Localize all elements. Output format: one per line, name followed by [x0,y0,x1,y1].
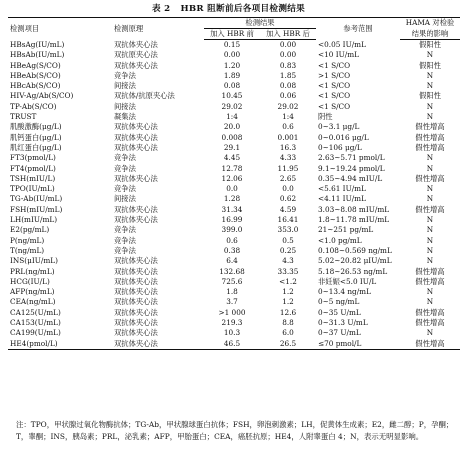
cell-range: 0~13.4 ng/mL [318,287,371,297]
header-item: 检测项目 [8,18,112,40]
cell-after: 26.5 [260,339,316,350]
cell-before: 1.20 [223,60,241,70]
table-body [8,40,460,350]
cell-after: 6.0 [282,328,294,338]
cell-range: 1.8~11.78 mIU/mL [318,215,390,225]
cell-range: <0.05 IU/mL [318,39,366,49]
header-results: 检测结果 [204,18,316,29]
cell-impact: 假阳性 [419,60,441,70]
table-number: 表 2 [151,4,171,14]
table-row [8,164,460,174]
table-footnote: 注：TPO，甲状腺过氧化物酶抗体；TG-Ab，甲状腺球蛋白抗体；FSH，卵泡刺激素；LH，促黄体生成素；E2，雌二醇；P，孕酮；T，睾酮；INS，胰岛素；PRL，泌乳素；AFP，甲胎蛋白；CEA，癌胚抗原；HE4，人附睾蛋白 4；N，表示无明显影响。 [16,420,454,441]
cell-before: 3.7 [226,297,238,307]
cell-item: HE4(pmol/L) [8,339,112,350]
cell-before: 1.28 [223,194,241,204]
cell-after: 16.41 [277,215,299,225]
cell-item: TSH(mIU/L) [10,173,56,183]
cell-item: FT4(pmol/L) [10,163,56,173]
cell-principle: 竞争法 [114,184,136,194]
cell-item: CA199(U/mL) [10,328,61,338]
table-title: HBR 阻断前后各项目检测结果 [180,4,306,14]
cell-after: 1.2 [282,297,294,307]
cell-range: 0~37 U/mL [318,328,361,338]
cell-principle: 双抗体夹心法 [114,266,158,276]
cell-item: 肌钙蛋白(μg/L) [10,132,62,142]
cell-range: 0~31.3 U/mL [318,318,368,328]
header-principle: 检测原理 [112,18,204,40]
cell-after: 0.62 [279,194,297,204]
table-row [8,318,460,328]
cell-range: <1 S/CO [318,91,351,101]
cell-principle: 竞争法 [114,225,136,235]
cell-item: HBsAg(IU/mL) [10,39,65,49]
cell-before: 0.0 [226,184,238,194]
cell-range: 5.18~26.53 ng/mL [318,266,388,276]
cell-before: 10.45 [221,91,243,101]
cell-impact: 假性增高 [415,266,445,276]
cell-impact: N [426,235,434,245]
cell-principle: 竞争法 [114,153,136,163]
cell-after: 0.6 [282,122,294,132]
table-caption [0,2,467,14]
cell-before: 46.5 [204,339,260,350]
cell-item: HBeAb(S/CO) [10,70,61,80]
cell-item: CA153(U/mL) [10,318,61,328]
cell-item: T(ng/mL) [10,245,45,255]
cell-before: >1 000 [218,307,246,317]
cell-principle: 间接法 [114,194,136,204]
cell-impact: N [426,81,434,91]
cell-item: HBeAg(S/CO) [10,60,61,70]
cell-after: 11.95 [277,163,299,173]
cell-before: 399.0 [221,225,243,235]
table-row [8,267,460,277]
table-row [8,61,460,71]
cell-after: 0.00 [279,40,297,49]
cell-impact: N [426,184,434,194]
cell-before: 0.08 [223,81,241,91]
cell-after: 4.3 [282,256,294,266]
cell-after: 29.02 [277,101,299,111]
cell-range: 非妊娠<5.0 IU/L [318,276,377,286]
cell-after: 0.06 [279,91,297,101]
cell-impact: 假性增高 [415,132,445,142]
cell-impact: N [426,153,434,163]
table-row [8,184,460,194]
cell-before: 6.4 [226,256,238,266]
cell-impact: N [426,297,434,307]
cell-impact: 假性增高 [415,142,445,152]
cell-principle: 双抗原夹心法 [114,50,158,60]
cell-before: 16.99 [221,215,243,225]
cell-principle: 双抗体夹心法 [114,122,158,132]
cell-item: AFP(ng/mL) [10,287,55,297]
cell-before: 219.3 [221,318,243,328]
table-row [8,297,460,307]
cell-after: 0.83 [279,60,297,70]
cell-range: <5.61 IU/mL [318,184,366,194]
cell-range: <10 IU/mL [318,50,359,60]
cell-principle: 双抗体夹心法 [114,60,158,70]
cell-item: HIV-Ag/Ab(S/CO) [10,91,74,101]
cell-item: CA125(U/mL) [10,307,61,317]
table-row [8,91,460,101]
cell-range: 0~106 μg/L [318,142,362,152]
cell-after: 1.2 [282,287,294,297]
cell-principle: 间接法 [114,81,136,91]
cell-after: 33.35 [277,266,299,276]
cell-range: <1 S/CO [318,101,351,111]
cell-impact: 假性增高 [415,122,445,132]
cell-principle: 竞争法 [114,163,136,173]
cell-item: TG-Ab(IU/mL) [10,194,63,204]
cell-principle: 双抗体夹心法 [114,287,158,297]
cell-before: 20.0 [223,122,241,132]
cell-after: 0.0 [282,184,294,194]
cell-range: <1 S/CO [318,81,351,91]
cell-after: 2.65 [279,173,297,183]
cell-impact: N [426,245,434,255]
cell-after: 0.00 [279,50,297,60]
cell-impact: N [426,112,434,122]
header-impact-line2: 结果的影响 [400,29,460,40]
cell-range: 21~251 pg/mL [318,225,374,235]
header-impact-line1: HAMA 对检验 [400,18,460,29]
cell-item: FT3(pmol/L) [10,153,56,163]
cell-after: 0.25 [279,245,297,255]
cell-range: 2.63~5.71 pmol/L [318,153,385,163]
cell-item: HBsAb(IU/mL) [10,50,65,60]
cell-principle: 竞争法 [114,235,136,245]
cell-impact: 假性增高 [415,318,445,328]
cell-impact: N [426,163,434,173]
table-row [8,339,460,350]
cell-before: 31.34 [221,204,243,214]
cell-range: 0~35 U/mL [318,307,361,317]
table-row [8,122,460,132]
cell-principle: 双抗体夹心法 [114,318,158,328]
cell-after: 16.3 [279,142,297,152]
cell-impact: N [426,50,434,60]
cell-before: 4.45 [223,153,241,163]
table-row [8,143,460,153]
cell-before: 10.3 [223,328,241,338]
cell-principle: 双抗体夹心法 [114,328,158,338]
cell-principle: 双抗体夹心法 [112,339,204,350]
cell-range: 0~5 ng/mL [318,297,360,307]
cell-range: 0.108~0.569 ng/mL [318,245,392,255]
cell-range: 0.35~4.94 mIU/L [318,173,383,183]
cell-principle: 双抗体夹心法 [114,297,158,307]
cell-range: <1.0 pg/mL [318,235,362,245]
cell-after: 1.85 [279,70,297,80]
cell-before: 1.8 [226,287,238,297]
cell-impact: 假性增高 [400,339,460,350]
cell-impact: 假性增高 [415,204,445,214]
cell-before: 29.1 [223,142,241,152]
cell-principle: 双抗体夹心法 [114,132,158,142]
cell-before: 29.02 [221,101,243,111]
cell-impact: N [426,225,434,235]
table-row [8,215,460,225]
table-row [8,71,460,81]
cell-range: 0~3.1 μg/L [318,122,360,132]
cell-before: 0.15 [223,40,241,49]
cell-after: 8.8 [282,318,294,328]
cell-principle: 双抗体夹心法 [114,39,158,49]
table-row [8,246,460,256]
table-row [8,133,460,143]
cell-principle: 双抗体夹心法 [114,204,158,214]
cell-impact: N [426,70,434,80]
cell-range: 0~0.016 μg/L [318,132,369,142]
table-row [8,102,460,112]
table-row [8,236,460,246]
cell-after: 0.08 [279,81,297,91]
cell-item: TPO(IU/mL) [10,184,55,194]
cell-principle: 双抗体夹心法 [114,276,158,286]
cell-before: 1.89 [223,70,241,80]
cell-impact: N [426,215,434,225]
cell-before: 12.78 [221,163,243,173]
table-row [8,40,460,51]
table-row [8,81,460,91]
cell-range: <1 S/CO [318,60,351,70]
cell-after: 353.0 [277,225,299,235]
table-row [8,287,460,297]
cell-after: 0.5 [282,235,294,245]
cell-after: 0.001 [277,132,299,142]
cell-before: 1:4 [226,112,238,122]
table-row [8,174,460,184]
table-row [8,50,460,60]
cell-before: 725.6 [221,276,243,286]
cell-item: LH(mIU/mL) [10,215,58,225]
cell-item: PRL(ng/mL) [10,266,55,276]
header-before: 加入 HBR 前 [204,29,260,40]
cell-before: 0.008 [221,132,243,142]
cell-item: CEA(ng/mL) [10,297,56,307]
cell-item: HCG(IU/L) [10,276,50,286]
cell-item: FSH(mIU/mL) [10,204,63,214]
cell-impact: 假性增高 [415,307,445,317]
cell-range: 阴性 [318,112,333,122]
table-row [8,256,460,266]
cell-range: 9.1~19.24 pmol/L [318,163,385,173]
cell-before: 0.38 [223,245,241,255]
cell-item: TRUST [10,112,37,122]
cell-after: 12.6 [279,307,297,317]
cell-before: 12.06 [221,173,243,183]
cell-principle: 双抗体夹心法 [114,215,158,225]
header-range: 参考范围 [316,18,400,40]
cell-after: 4.59 [279,204,297,214]
cell-item: HBcAb(S/CO) [10,81,61,91]
cell-item: 肌红蛋白(μg/L) [10,142,62,152]
table-row [8,205,460,215]
cell-principle: 竞争法 [114,70,136,80]
cell-impact: 假性增高 [415,276,445,286]
cell-after: <1.2 [279,276,297,286]
cell-item: E2(pg/mL) [10,225,50,235]
table-row [8,112,460,122]
cell-impact: 假性增高 [415,173,445,183]
cell-item: 肌酸激酶(μg/L) [10,122,62,132]
cell-after: 1:4 [282,112,294,122]
cell-impact: 假阳性 [419,91,441,101]
cell-principle: 双抗体/抗原夹心法 [114,91,175,101]
cell-before: 0.6 [226,235,238,245]
cell-range: ≤70 pmol/L [316,339,400,350]
cell-range: <4.11 IU/mL [318,194,366,204]
cell-impact: N [426,101,434,111]
cell-impact: N [426,287,434,297]
cell-principle: 间接法 [114,101,136,111]
cell-principle: 双抗体夹心法 [114,307,158,317]
table-row [8,277,460,287]
cell-principle: 双抗体夹心法 [114,142,158,152]
cell-before: 0.00 [223,50,241,60]
cell-item: TP-Ab(S/CO) [10,101,57,111]
cell-principle: 凝集法 [114,112,136,122]
cell-impact: 假阳性 [419,40,441,49]
cell-range: 3.03~8.08 mIU/mL [318,204,390,214]
cell-item: INS(μIU/mL) [10,256,58,266]
cell-principle: 双抗体夹心法 [114,256,158,266]
cell-principle: 竞争法 [114,245,136,255]
cell-range: 5.02~20.82 μIU/mL [318,256,392,266]
cell-principle: 双抗体夹心法 [114,173,158,183]
cell-range: >1 S/CO [318,70,351,80]
cell-impact: N [426,194,434,204]
cell-impact: N [426,328,434,338]
cell-impact: N [426,256,434,266]
results-table [8,17,460,350]
table-row [8,194,460,204]
table-row [8,328,460,338]
header-after: 加入 HBR 后 [260,29,316,40]
table-row [8,225,460,235]
table-row [8,308,460,318]
table-row [8,153,460,163]
cell-item: P(ng/mL) [10,235,45,245]
cell-after: 4.33 [279,153,297,163]
cell-before: 132.68 [219,266,245,276]
